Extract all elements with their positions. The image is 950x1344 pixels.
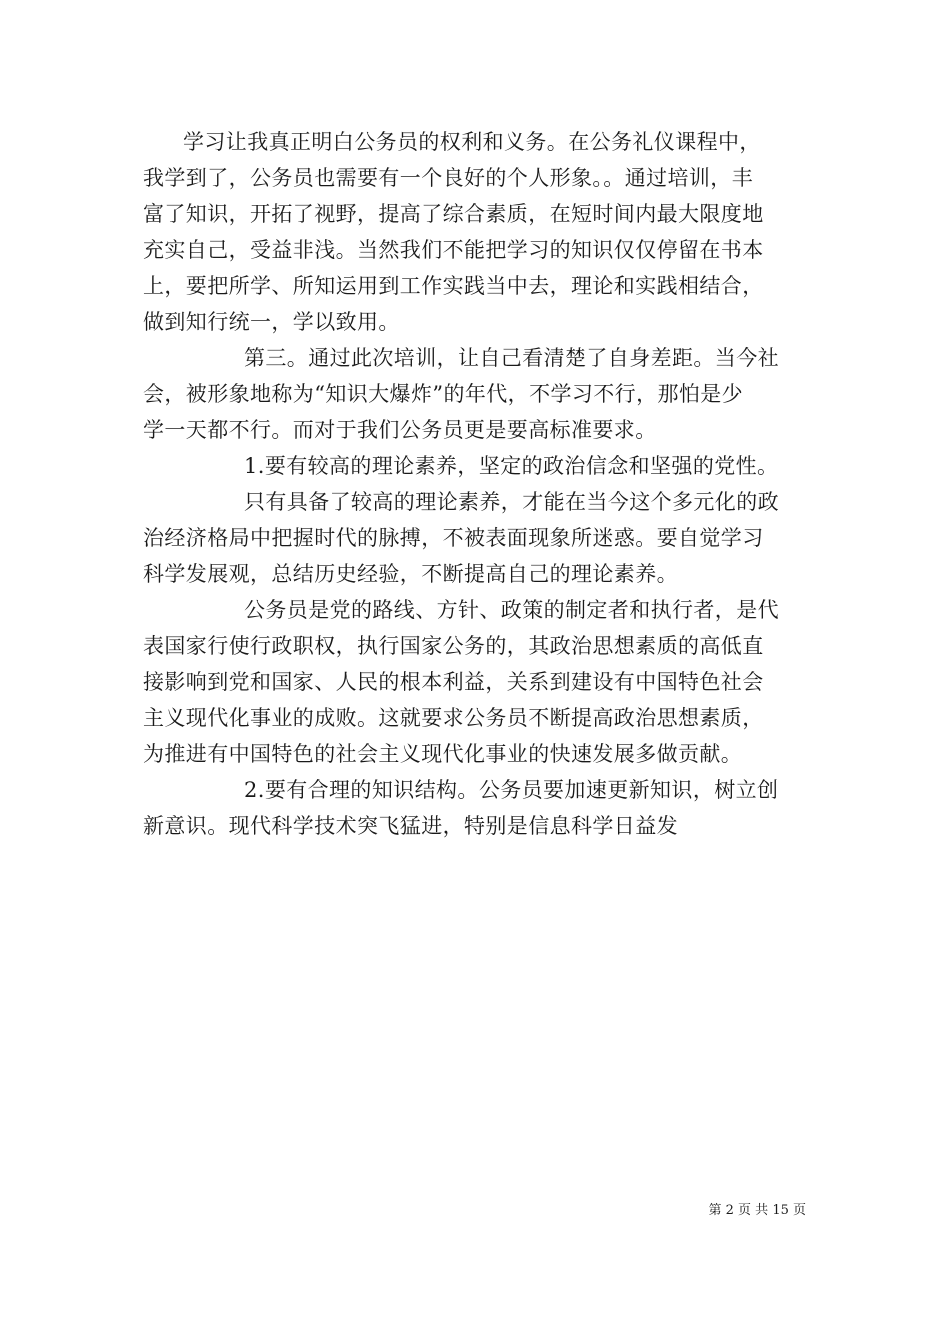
paragraph-line: 我学到了，公务员也需要有一个良好的个人形象。。通过培训，丰	[143, 166, 754, 190]
paragraph-line: 学习让我真正明白公务员的权利和义务。在公务礼仪课程中，	[183, 130, 761, 154]
paragraph-line: 新意识。现代科学技术突飞猛进，特别是信息科学日益发	[143, 814, 678, 838]
paragraph-line: 接影响到党和国家、人民的根本利益，关系到建设有中国特色社会	[143, 670, 764, 694]
paragraph-line: 科学发展观，总结历史经验，不断提高自己的理论素养。	[143, 562, 678, 586]
paragraph-line: 第三。通过此次培训，让自己看清楚了自身差距。当今社	[244, 346, 779, 370]
paragraph-line: 做到知行统一，学以致用。	[143, 310, 400, 334]
paragraph-line: 表国家行使行政职权，执行国家公务的，其政治思想素质的高低直	[143, 634, 764, 658]
paragraph-line: 为推进有中国特色的社会主义现代化事业的快速发展多做贡献。	[143, 742, 743, 766]
paragraph-line: 充实自己，受益非浅。当然我们不能把学习的知识仅仅停留在书本	[143, 238, 764, 262]
paragraph-line: 只有具备了较高的理论素养，才能在当今这个多元化的政	[244, 490, 779, 514]
page-number: 第 2 页 共 15 页	[708, 1203, 806, 1218]
section-heading: 1.要有较高的理论素养，坚定的政治信念和坚强的党性。	[244, 454, 779, 478]
paragraph-line: 上，要把所学、所知运用到工作实践当中去，理论和实践相结合，	[143, 274, 764, 298]
paragraph-line: 主义现代化事业的成败。这就要求公务员不断提高政治思想素质，	[143, 706, 764, 730]
paragraph-line: 公务员是党的路线、方针、政策的制定者和执行者，是代	[244, 598, 779, 622]
paragraph-line: 会，被形象地称为“知识大爆炸”的年代，不学习不行，那怕是少	[143, 382, 744, 406]
paragraph-line: 治经济格局中把握时代的脉搏，不被表面现象所迷惑。要自觉学习	[143, 526, 764, 550]
section-heading: 2.要有合理的知识结构。公务员要加速更新知识，树立创	[244, 778, 779, 802]
paragraph-line: 富了知识，开拓了视野，提高了综合素质，在短时间内最大限度地	[143, 202, 764, 226]
paragraph-line: 学一天都不行。而对于我们公务员更是要高标准要求。	[143, 418, 657, 442]
